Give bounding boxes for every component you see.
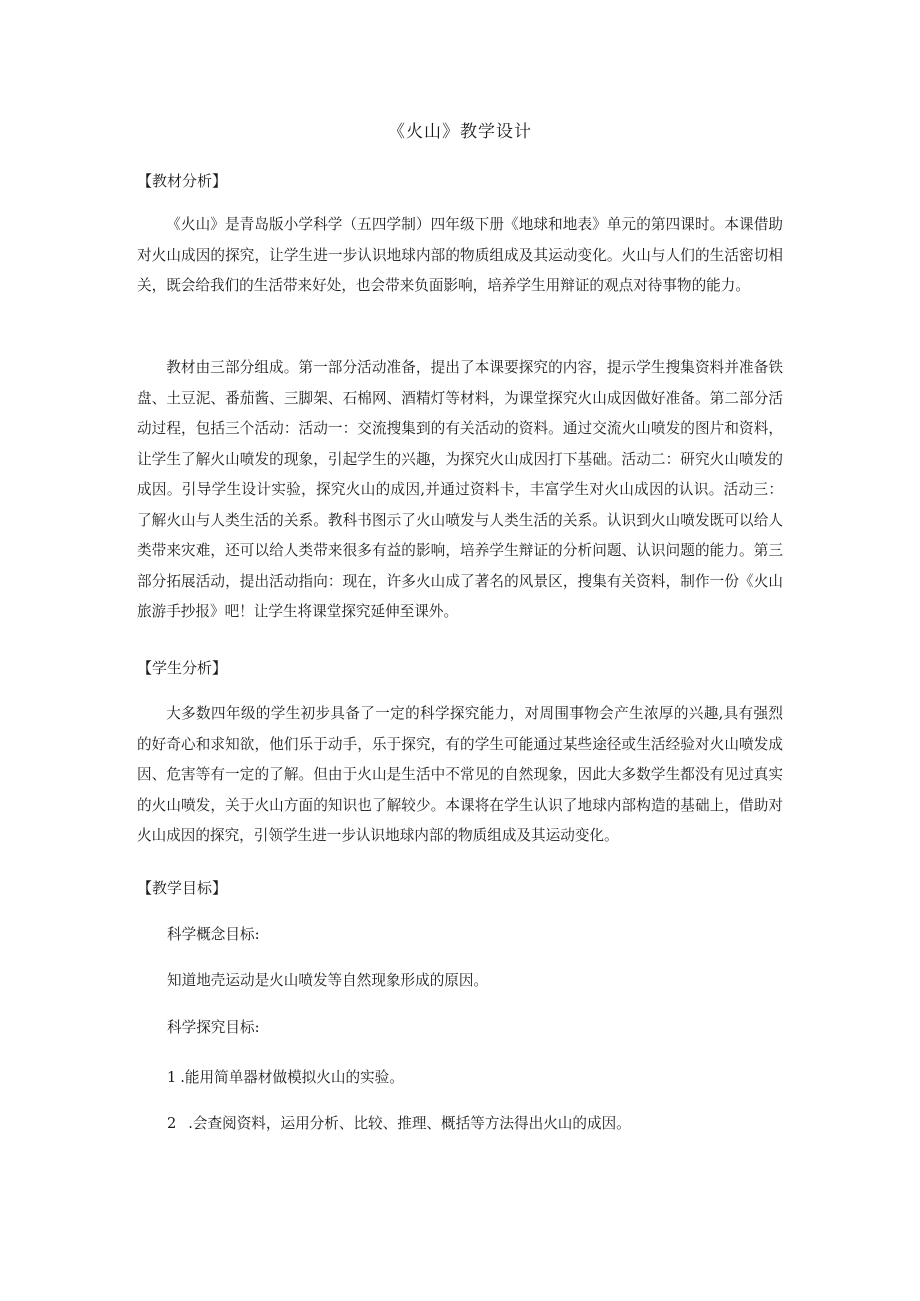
inquiry-goal-text: .能用简单器材做模拟火山的实验。 xyxy=(180,1069,404,1086)
heading-teaching-goals: 【教学目标】 xyxy=(137,879,228,897)
concept-goal-label: 科学概念目标: xyxy=(167,926,260,943)
inquiry-goal-number: 2 xyxy=(167,1115,177,1132)
paragraph-material-intro: 《火山》是青岛版小学科学（五四学制）四年级下册《地球和地表》单元的第四课时。本课借助对火山成因的探究，让学生进一步认识地球内部的物质组成及其运动变化。火山与人们的生活密切相关，既会给我们的生活带来好处，也会带来负面影响，培养学生用辩证的观点对待事物的能力。 xyxy=(137,216,783,294)
concept-goal-text: 知道地壳运动是火山喷发等自然现象形成的原因。 xyxy=(167,972,489,989)
paragraph-material-structure: 教材由三部分组成。第一部分活动准备，提出了本课要探究的内容，提示学生搜集资料并准备铁盘、土豆泥、番茄酱、三脚架、石棉网、酒精灯等材料，为课堂探究火山成因做好准备。第二部分活动过程，包括三个活动：活动一：交流搜集到的有关活动的资料。通过交流火山喷发的图片和资料，让学生了解火山喷发的现象，引起学生的兴趣，为探究火山成因打下基础。活动二：研究火山喷发的成因。引导学生设计实验，探究火山的成因,并通过资料卡，丰富学生对火山成因的认识。活动三：了解火山与人类生活的关系。教科书图示了火山喷发与人类生活的关系。认识到火山喷发既可以给人类带来灾难，还可以给人类带来很多有益的影响，培养学生辩证的分析问题、认识问题的能力。第三部分拓展活动，提出活动指向：现在，许多火山成了著名的风景区，搜集有关资料，制作一份《火山旅游手抄报》吧！让学生将课堂探究延伸至课外。 xyxy=(137,359,783,620)
heading-material-analysis: 【教材分析】 xyxy=(137,172,228,190)
document-title: 《火山》教学设计 xyxy=(388,122,532,142)
inquiry-goal-item xyxy=(167,1114,631,1134)
paragraph-student-analysis: 大多数四年级的学生初步具备了一定的科学探究能力，对周围事物会产生浓厚的兴趣,具有强烈的好奇心和求知欲，他们乐于动手，乐于探究，有的学生可能通过某些途径或生活经验对火山喷发成因、危害等有一定的了解。但由于火山是生活中不常见的自然现象，因此大多数学生都没有见过真实的火山喷发，关于火山方面的知识也了解较少。本课将在学生认识了地球内部构造的基础上，借助对火山成因的探究，引领学生进一步认识地球内部的物质组成及其运动变化。 xyxy=(137,705,783,844)
inquiry-goal-label: 科学探究目标: xyxy=(167,1019,260,1036)
inquiry-goal-text: .会查阅资料，运用分析、比较、推理、概括等方法得出火山的成因。 xyxy=(188,1115,631,1132)
inquiry-goal-number: 1 xyxy=(167,1069,177,1086)
heading-student-analysis: 【学生分析】 xyxy=(137,659,228,677)
inquiry-goal-item xyxy=(167,1068,404,1088)
